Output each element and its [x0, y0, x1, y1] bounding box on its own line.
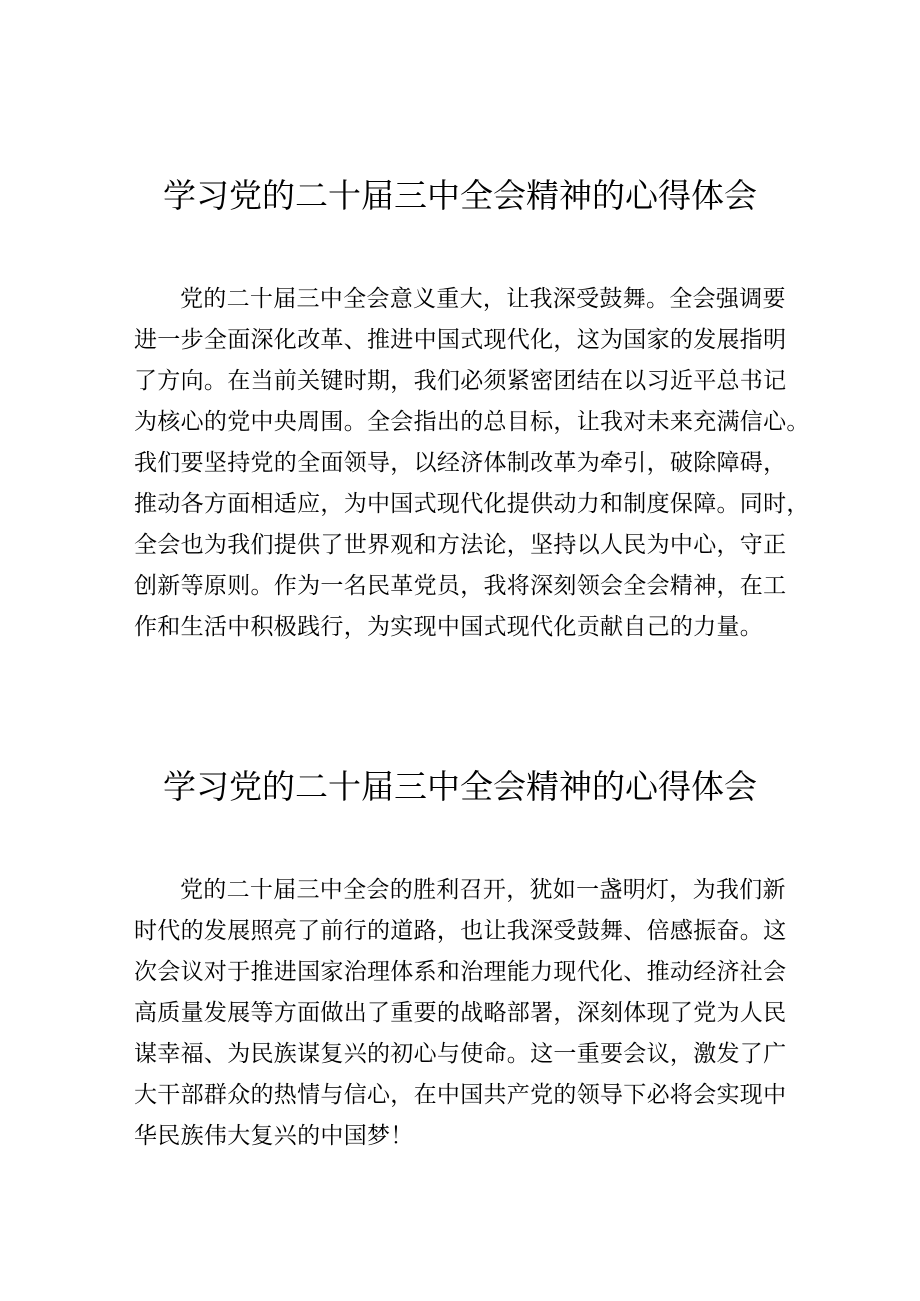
paragraph-line: 作和生活中积极践行，为实现中国式现代化贡献自己的力量。	[134, 614, 764, 640]
paragraph-line: 大干部群众的热情与信心，在中国共产党的领导下必将会实现中	[134, 1082, 787, 1108]
paragraph-line: 次会议对于推进国家治理体系和治理能力现代化、推动经济社会	[134, 959, 787, 985]
paragraph-line: 了方向。在当前关键时期，我们必须紧密团结在以习近平总书记	[134, 368, 787, 394]
section-2-title: 学习党的二十届三中全会精神的心得体会	[163, 767, 757, 806]
paragraph-line: 党的二十届三中全会意义重大，让我深受鼓舞。全会强调要	[180, 286, 786, 312]
paragraph-line: 全会也为我们提供了世界观和方法论，坚持以人民为中心，守正	[134, 532, 787, 558]
paragraph-line: 为核心的党中央周围。全会指出的总目标，让我对未来充满信心。	[134, 409, 810, 435]
paragraph-line: 华民族伟大复兴的中国梦！	[134, 1123, 414, 1149]
section-1-paragraph	[134, 279, 834, 648]
section-2-paragraph	[134, 870, 834, 1157]
paragraph-line: 时代的发展照亮了前行的道路，也让我深受鼓舞、倍感振奋。这	[134, 918, 787, 944]
paragraph-line: 创新等原则。作为一名民革党员，我将深刻领会全会精神，在工	[134, 573, 787, 599]
paragraph-line: 谋幸福、为民族谋复兴的初心与使命。这一重要会议，激发了广	[134, 1041, 787, 1067]
paragraph-line: 我们要坚持党的全面领导，以经济体制改革为牵引，破除障碍，	[134, 450, 787, 476]
paragraph-line: 高质量发展等方面做出了重要的战略部署，深刻体现了党为人民	[134, 1000, 787, 1026]
paragraph-line: 党的二十届三中全会的胜利召开，犹如一盏明灯，为我们新	[180, 877, 786, 903]
paragraph-line: 推动各方面相适应，为中国式现代化提供动力和制度保障。同时，	[134, 491, 810, 517]
paragraph-line: 进一步全面深化改革、推进中国式现代化，这为国家的发展指明	[134, 327, 787, 353]
section-1-title: 学习党的二十届三中全会精神的心得体会	[163, 176, 757, 215]
